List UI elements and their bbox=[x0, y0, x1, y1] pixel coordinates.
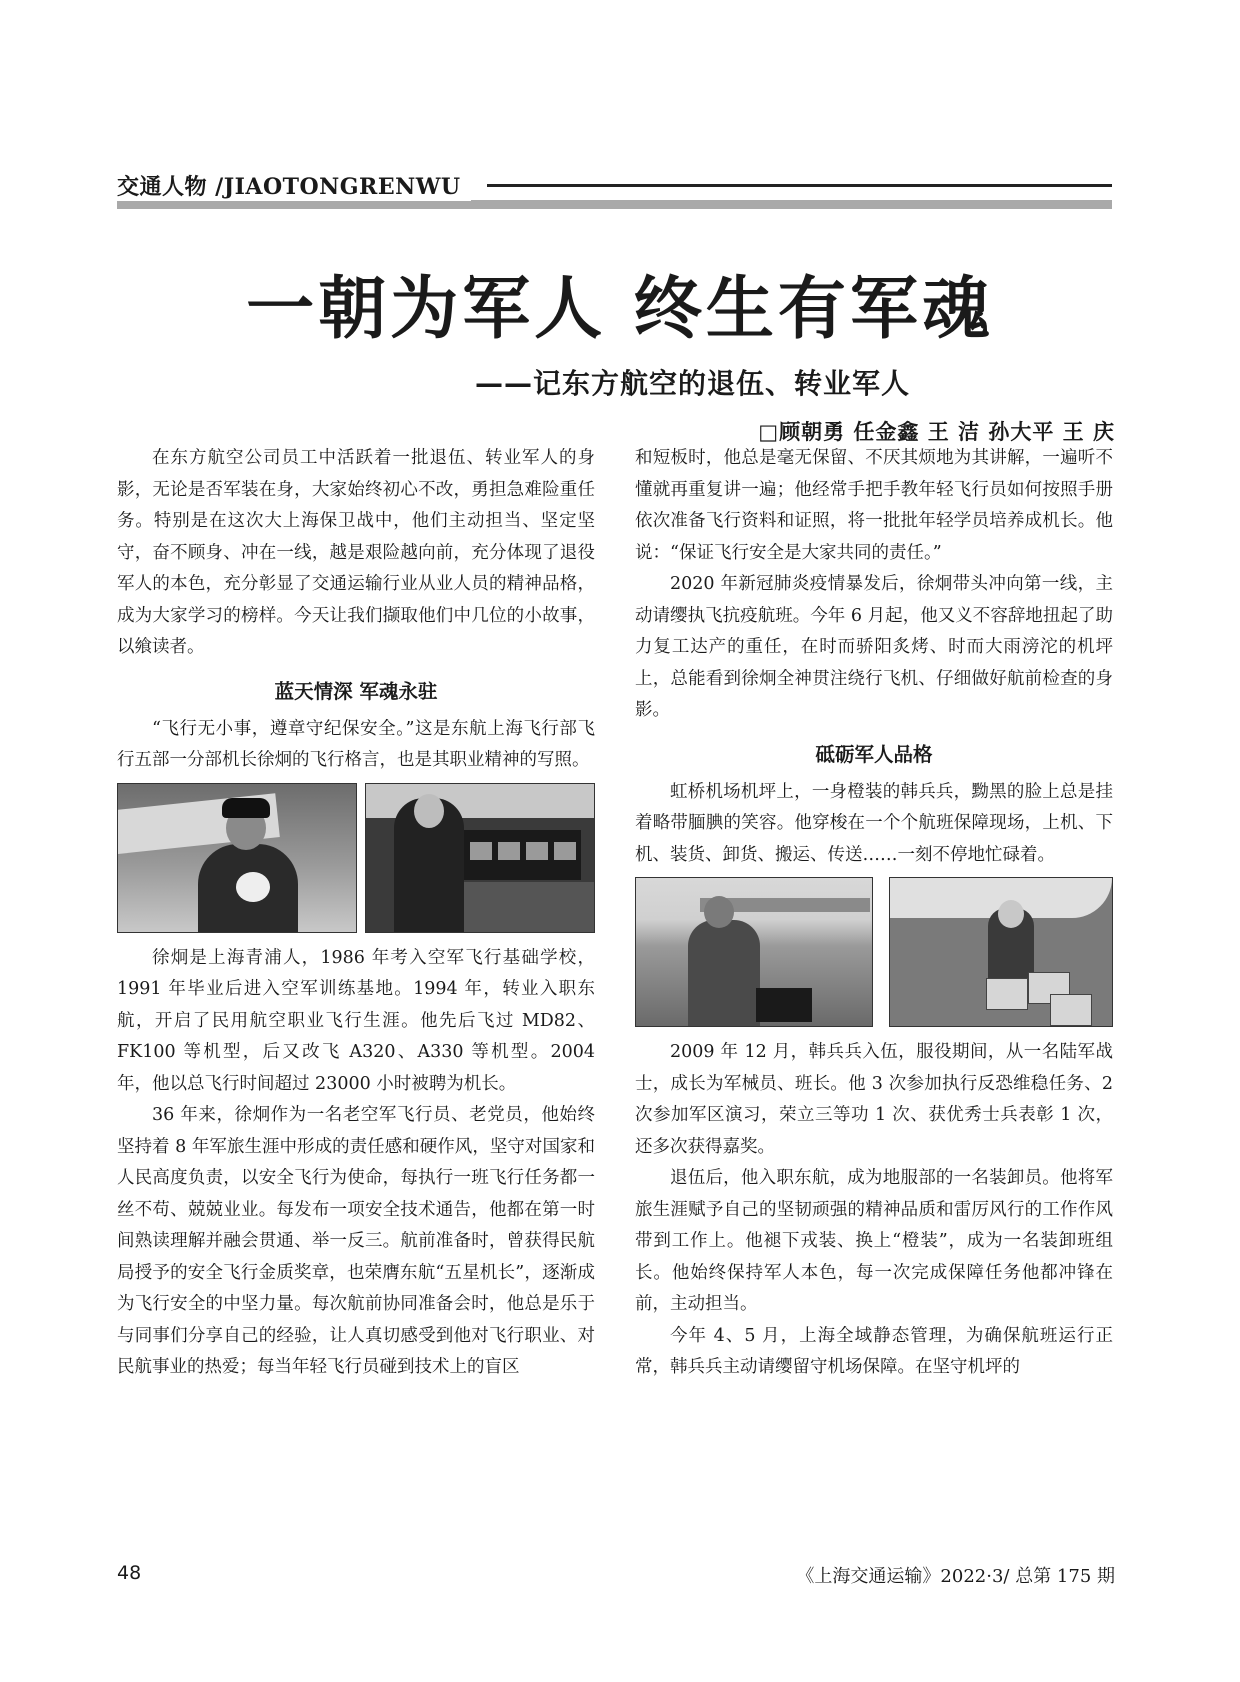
right-column bbox=[635, 443, 1113, 1384]
photo-pilot-portrait bbox=[117, 783, 357, 933]
paragraph: “飞行无小事，遵章守纪保安全。”这是东航上海飞行部飞行五部一分部机长徐炯的飞行格言，也是其职业精神的写照。 bbox=[117, 718, 595, 770]
magazine-info: 《上海交通运输》2022·3/ 总第 175 期 bbox=[796, 1566, 1115, 1587]
section-heading-1: 蓝天情深 军魂永驻 bbox=[274, 679, 438, 703]
photo-soldier bbox=[635, 877, 873, 1027]
header-rule bbox=[487, 184, 1112, 187]
paragraph: 退伍后，他入职东航，成为地服部的一名装卸员。他将军旅生涯赋予自己的坚韧顽强的精神品质和雷厉风行的工作作风带到工作上。他褪下戎装、换上“橙装”，成为一名装卸班组长。他始终保持军人本色，每一次完成保障任务他都冲锋在前，主动担当。 bbox=[635, 1168, 1113, 1314]
paragraph-continued: 和短板时，他总是毫无保留、不厌其烦地为其讲解，一遍听不懂就再重复讲一遍；他经常手把手教年轻飞行员如何按照手册依次准备飞行资料和证照，将一批批年轻学员培养成机长。他说：“保证飞行安全是大家共同的责任。” bbox=[635, 448, 1113, 563]
photo-row-1 bbox=[117, 783, 595, 933]
paragraph: 2020 年新冠肺炎疫情暴发后，徐炯带头冲向第一线，主动请缨执飞抗疫航班。今年 6 月起，他又义不容辞地扭起了助力复工达产的重任，在时而骄阳炙烤、时而大雨滂沱的机坪上，总能看到徐炯全神贯注绕行飞机、仔细做好航前检查的身影。 bbox=[635, 574, 1113, 720]
photo-pilot-cockpit bbox=[365, 783, 595, 933]
section-label: 交通人物 /JIAOTONGRENWU bbox=[117, 170, 471, 201]
paragraph: 36 年来，徐炯作为一名老空军飞行员、老党员，他始终坚持着 8 年军旅生涯中形成的责任感和硬作风，坚守对国家和人民高度负责，以安全飞行为使命，每执行一班飞行任务都一丝不苟、兢兢业业。每发布一项安全技术通告，他都在第一时间熟读理解并融会贯通、举一反三。航前准备时，曾获得民航局授予的安全飞行金质奖章，也荣膺东航“五星机长”，逐渐成为飞行安全的中坚力量。每次航前协同准备会时，他总是乐于与同事们分享自己的经验，让人真切感受到他对飞行职业、对民航事业的热爱；每当年轻飞行员碰到技术上的盲区 bbox=[117, 1105, 595, 1377]
paragraph: 2009 年 12 月，韩兵兵入伍，服役期间，从一名陆军战士，成长为军械员、班长。他 3 次参加执行反恐维稳任务、2 次参加军区演习，荣立三等功 1 次、获优秀士兵表彰 1 次，还多次获得嘉奖。 bbox=[635, 1042, 1113, 1157]
photo-loader bbox=[889, 877, 1113, 1027]
paragraph: 虹桥机场机坪上，一身橙装的韩兵兵，黝黑的脸上总是挂着略带腼腆的笑容。他穿梭在一个个航班保障现场，上机、下机、装货、卸货、搬运、传送……一刻不停地忙碌着。 bbox=[635, 781, 1113, 865]
article-title: 一朝为军人 终生有军魂 bbox=[246, 269, 994, 349]
photo-row-2 bbox=[635, 877, 1113, 1027]
intro-paragraph: 在东方航空公司员工中活跃着一批退伍、转业军人的身影，无论是否军装在身，大家始终初心不改，勇担急难险重任务。特别是在这次大上海保卫战中，他们主动担当、坚定坚守，奋不顾身、冲在一线，越是艰险越向前，充分体现了退役军人的本色，充分彰显了交通运输行业从业人员的精神品格，成为大家学习的榜样。今天让我们撷取他们中几位的小故事，以飨读者。 bbox=[117, 448, 595, 657]
article-subtitle: ——记东方航空的退伍、转业军人 bbox=[475, 367, 911, 400]
left-column bbox=[117, 443, 595, 1384]
author-byline: □顾朝勇 任金鑫 王 洁 孙大平 王 庆 bbox=[758, 420, 1115, 444]
section-header bbox=[117, 170, 1112, 210]
paragraph: 徐炯是上海青浦人，1986 年考入空军飞行基础学校，1991 年毕业后进入空军训练基地。1994 年，转业入职东航，开启了民用航空职业飞行生涯。他先后飞过 MD82、FK100 等机型，后又改飞 A320、A330 等机型。2004 年，他以总飞行时间超过 23000 小时被聘为机长。 bbox=[117, 947, 595, 1094]
header-band bbox=[117, 200, 1112, 209]
section-heading-2: 砥砺军人品格 bbox=[815, 742, 933, 766]
paragraph: 今年 4、5 月，上海全域静态管理，为确保航班运行正常，韩兵兵主动请缨留守机场保障。在坚守机坪的 bbox=[635, 1325, 1113, 1377]
page-number: 48 bbox=[117, 1562, 142, 1584]
